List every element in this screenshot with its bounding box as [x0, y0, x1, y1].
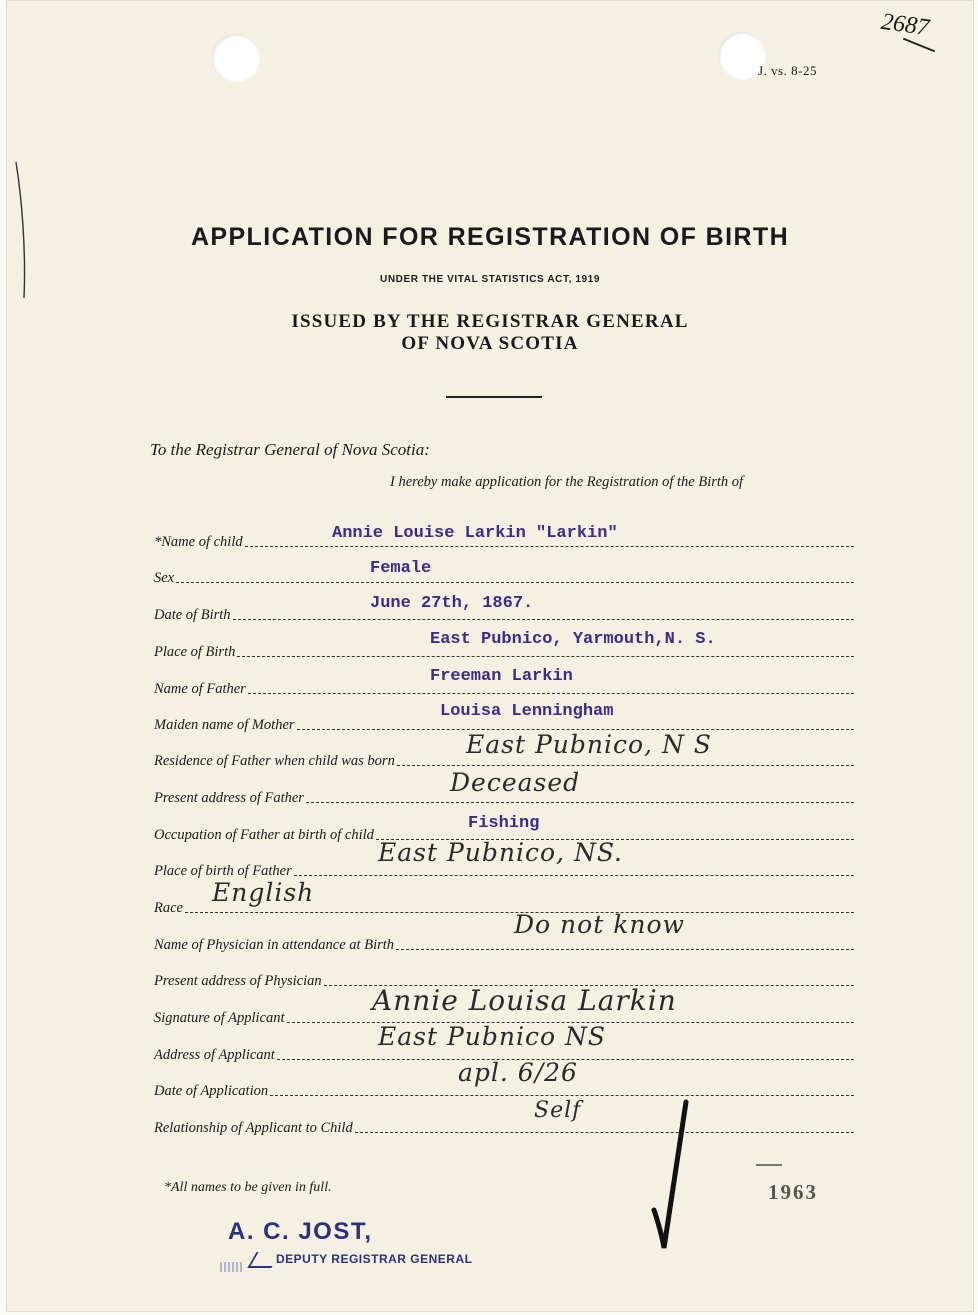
field-value-child-name: Annie Louise Larkin "Larkin"	[332, 524, 618, 543]
field-label: Signature of Applicant	[154, 1010, 285, 1026]
punch-hole-left	[212, 34, 260, 82]
field-line	[294, 875, 854, 876]
salutation: To the Registrar General of Nova Scotia:	[150, 440, 430, 459]
birth-registration-form	[6, 0, 974, 1312]
field-value-sex: Female	[370, 559, 432, 578]
field-line	[176, 582, 854, 583]
field-physician-name	[154, 929, 854, 953]
field-line	[248, 693, 854, 694]
field-label: Occupation of Father at birth of child	[154, 827, 374, 843]
issuer-line-1: ISSUED BY THE REGISTRAR GENERAL	[291, 311, 689, 332]
field-line	[355, 1132, 854, 1133]
form-code: J. vs. 8-25	[758, 63, 817, 78]
registrar-stamp-title: DEPUTY REGISTRAR GENERAL	[276, 1252, 473, 1266]
field-value-mother-maiden-name: Louisa Lenningham	[440, 702, 614, 721]
issuer-line-2: OF NOVA SCOTIA	[401, 333, 579, 354]
field-applicant-relationship	[154, 1112, 854, 1136]
field-value-application-date: apl. 6/26	[458, 1058, 578, 1087]
field-label: Name of Father	[154, 681, 246, 697]
intro-statement: I hereby make application for the Registration of the Birth of	[390, 474, 744, 490]
field-line	[270, 1095, 854, 1096]
field-label: Date of Application	[154, 1083, 269, 1099]
field-label: Place of Birth	[154, 644, 236, 660]
document-title: APPLICATION FOR REGISTRATION OF BIRTH	[190, 223, 790, 251]
field-line	[245, 546, 854, 547]
registrar-stamp-name: A. C. JOST,	[228, 1218, 373, 1245]
title-divider	[446, 396, 542, 398]
field-value-applicant-relationship: Self	[534, 1098, 582, 1123]
footnote: *All names to be given in full.	[164, 1180, 332, 1195]
field-label: Date of Birth	[154, 607, 231, 623]
sheet-number: 1963	[768, 1180, 818, 1204]
check-mark-icon	[642, 1098, 702, 1258]
field-label: Maiden name of Mother	[154, 717, 295, 733]
document-subtitle: UNDER THE VITAL STATISTICS ACT, 1919	[380, 274, 600, 285]
field-line	[397, 765, 854, 766]
field-value-father-occupation: Fishing	[468, 814, 540, 833]
field-line	[233, 619, 854, 620]
field-value-race: English	[212, 878, 315, 907]
field-label: Address of Applicant	[154, 1047, 275, 1063]
field-value-father-address: Deceased	[450, 768, 581, 797]
field-label: Present address of Physician	[154, 973, 322, 989]
field-label: Race	[154, 900, 183, 916]
file-number: 2687	[879, 8, 931, 42]
field-line	[306, 802, 854, 803]
field-value-applicant-address: East Pubnico NS	[378, 1022, 607, 1051]
field-label: Place of birth of Father	[154, 863, 292, 879]
field-value-applicant-signature: Annie Louisa Larkin	[372, 984, 677, 1017]
field-label: Residence of Father when child was born	[154, 753, 395, 769]
field-value-physician-name: Do not know	[514, 910, 685, 939]
field-value-date-of-birth: June 27th, 1867.	[370, 594, 534, 613]
sheet-number-mark	[756, 1164, 782, 1166]
field-label: Relationship of Applicant to Child	[154, 1120, 353, 1136]
issuer	[6, 311, 974, 355]
field-value-father-birthplace: East Pubnico, NS.	[378, 838, 624, 867]
field-label: Name of Physician in attendance at Birth	[154, 937, 395, 953]
field-value-father-name: Freeman Larkin	[430, 667, 573, 686]
field-label: Sex	[154, 570, 175, 586]
field-sex	[154, 562, 854, 586]
field-value-place-of-birth: East Pubnico, Yarmouth,N. S.	[430, 630, 716, 649]
field-line	[237, 656, 854, 657]
stamp-smudge	[220, 1262, 244, 1272]
field-label: *Name of child	[154, 534, 243, 550]
field-line	[396, 949, 854, 950]
field-value-father-residence: East Pubnico, N S	[466, 730, 712, 759]
field-label: Present address of Father	[154, 790, 304, 806]
